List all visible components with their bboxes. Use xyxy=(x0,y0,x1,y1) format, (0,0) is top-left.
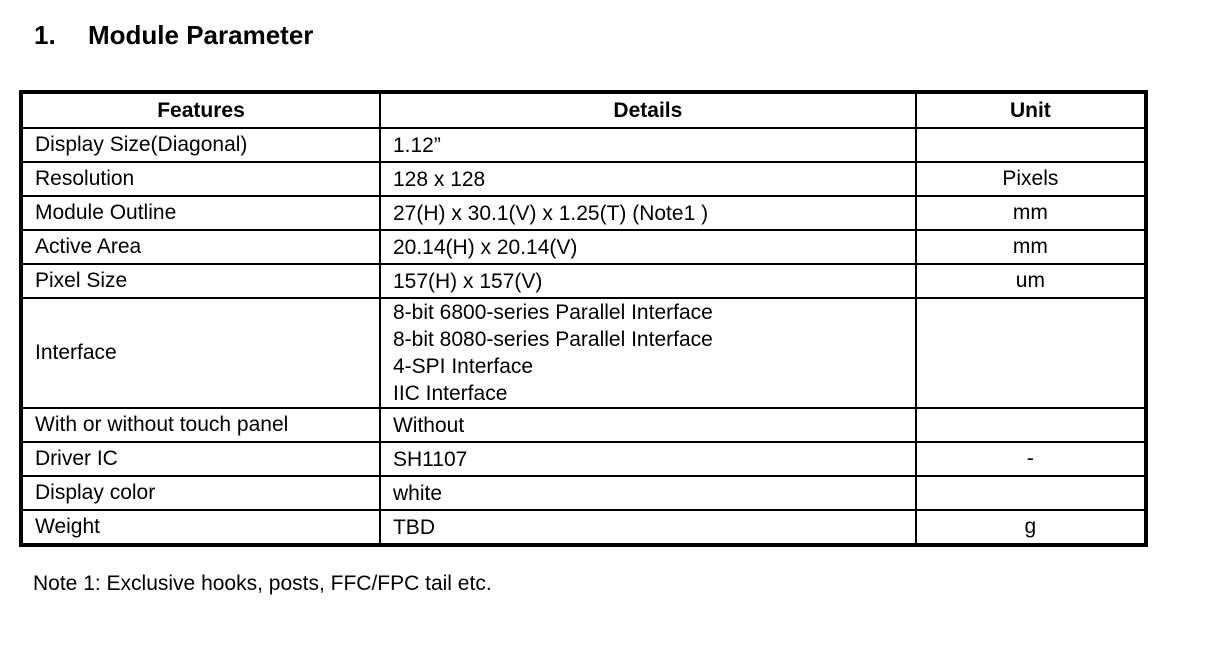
table-row xyxy=(21,408,1146,442)
table-body xyxy=(21,128,1146,545)
header-unit: Unit xyxy=(916,92,1146,128)
table-row xyxy=(21,230,1146,264)
unit-cell: um xyxy=(916,264,1146,298)
details-cell xyxy=(380,196,916,230)
feature-cell: Module Outline xyxy=(21,196,380,230)
table-row xyxy=(21,442,1146,476)
details-cell xyxy=(380,442,916,476)
table-row xyxy=(21,510,1146,545)
unit-cell xyxy=(916,128,1146,162)
section-heading xyxy=(34,20,313,51)
unit-cell xyxy=(916,408,1146,442)
table-row xyxy=(21,196,1146,230)
table-header-row xyxy=(21,92,1146,128)
feature-cell: With or without touch panel xyxy=(21,408,380,442)
feature-cell: Interface xyxy=(21,298,380,408)
footnote: Note 1: Exclusive hooks, posts, FFC/FPC tail etc. xyxy=(33,572,492,595)
details-cell xyxy=(380,510,916,545)
details-line: Without xyxy=(392,413,465,437)
module-parameter-table xyxy=(19,90,1148,547)
feature-cell: Driver IC xyxy=(21,442,380,476)
details-cell xyxy=(380,408,916,442)
details-line: TBD xyxy=(392,515,435,539)
unit-cell: Pixels xyxy=(916,162,1146,196)
feature-cell: Display color xyxy=(21,476,380,510)
details-line: 20.14(H) x 20.14(V) xyxy=(392,235,578,259)
table-row xyxy=(21,264,1146,298)
details-line: white xyxy=(392,481,443,505)
details-cell xyxy=(380,264,916,298)
details-line: 1.12” xyxy=(392,133,441,157)
details-cell xyxy=(380,162,916,196)
table-row xyxy=(21,162,1146,196)
unit-cell: mm xyxy=(916,196,1146,230)
unit-cell: - xyxy=(916,442,1146,476)
section-title: Module Parameter xyxy=(88,20,314,50)
details-cell xyxy=(380,230,916,264)
details-line: SH1107 xyxy=(392,447,468,471)
feature-cell: Display Size(Diagonal) xyxy=(21,128,380,162)
details-line: 128 x 128 xyxy=(392,167,486,191)
header-features: Features xyxy=(21,92,380,128)
unit-cell: mm xyxy=(916,230,1146,264)
details-cell xyxy=(380,128,916,162)
section-number: 1. xyxy=(34,20,56,50)
header-details: Details xyxy=(380,92,916,128)
details-line: IIC Interface xyxy=(392,382,508,405)
feature-cell: Weight xyxy=(21,510,380,545)
table-row xyxy=(21,298,1146,408)
feature-cell: Pixel Size xyxy=(21,264,380,298)
table-row xyxy=(21,128,1146,162)
details-line: 8-bit 6800-series Parallel Interface xyxy=(392,301,713,324)
details-line: 157(H) x 157(V) xyxy=(392,269,543,293)
details-cell xyxy=(380,298,916,408)
details-line: 4-SPI Interface xyxy=(392,355,534,378)
unit-cell: g xyxy=(916,510,1146,545)
details-line: 27(H) x 30.1(V) x 1.25(T) (Note1 ) xyxy=(392,201,709,225)
table-row xyxy=(21,476,1146,510)
unit-cell xyxy=(916,476,1146,510)
details-line: 8-bit 8080-series Parallel Interface xyxy=(392,328,713,351)
details-cell xyxy=(380,476,916,510)
feature-cell: Active Area xyxy=(21,230,380,264)
unit-cell xyxy=(916,298,1146,408)
feature-cell: Resolution xyxy=(21,162,380,196)
